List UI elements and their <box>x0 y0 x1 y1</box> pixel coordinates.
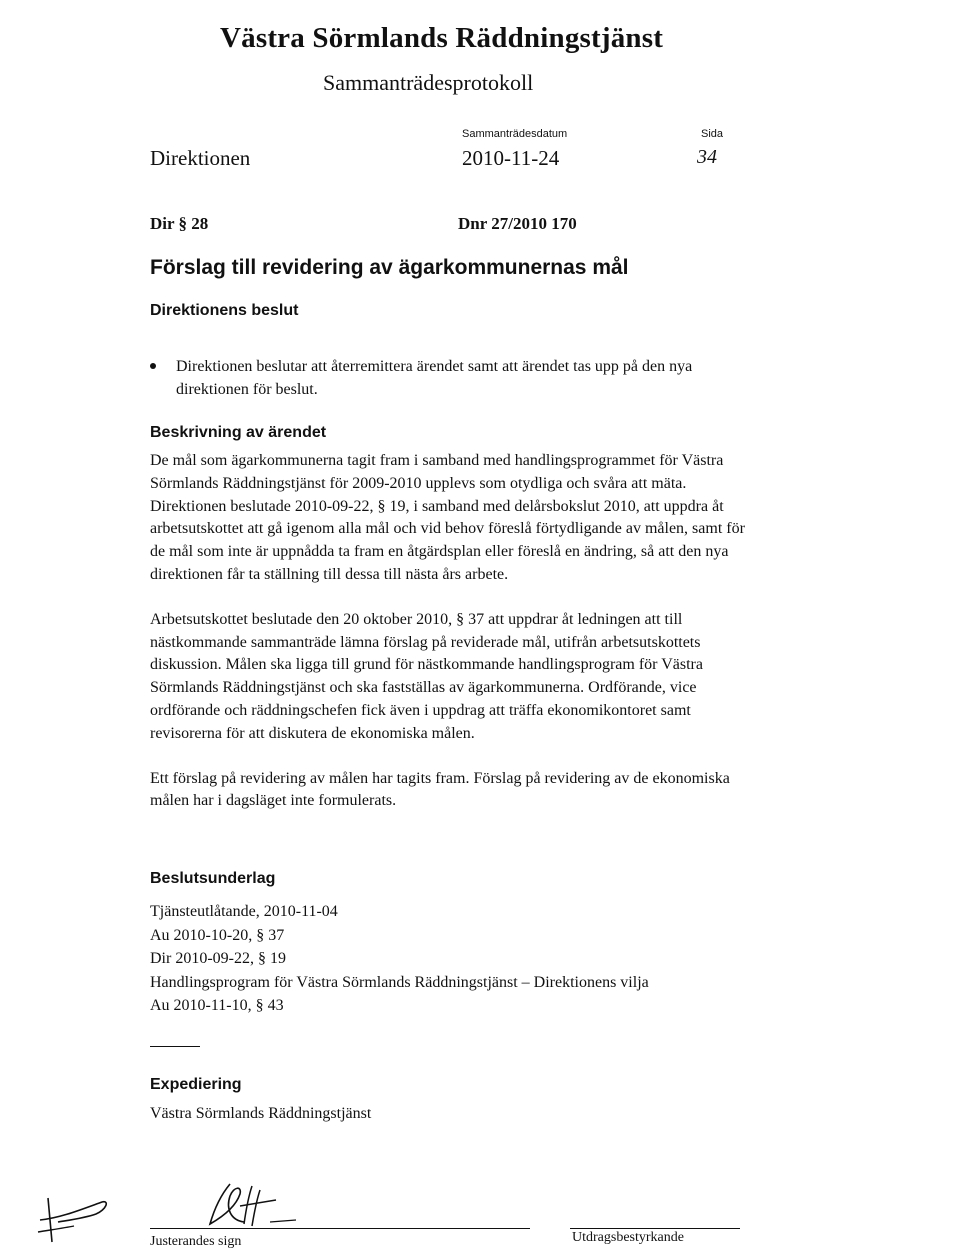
basis-item: Tjänsteutlåtande, 2010-11-04 <box>150 903 338 920</box>
description-heading: Beskrivning av ärendet <box>150 424 327 441</box>
case-title: Förslag till revidering av ägarkommunernas mål <box>150 256 629 279</box>
decision-heading: Direktionens beslut <box>150 302 299 319</box>
page-number: 34 <box>697 146 717 168</box>
organization-title: Västra Sörmlands Räddningstjänst <box>220 22 664 54</box>
basis-item: Au 2010-11-10, § 43 <box>150 997 284 1014</box>
description-body <box>150 450 750 813</box>
basis-item: Dir 2010-09-22, § 19 <box>150 950 286 967</box>
meeting-date: 2010-11-24 <box>462 146 560 170</box>
signature-line <box>150 1228 530 1229</box>
basis-list <box>150 900 790 1018</box>
basis-item: Au 2010-10-20, § 37 <box>150 926 285 944</box>
registration-number: Dnr 27/2010 170 <box>458 214 577 233</box>
adjusters-sign-label: Justerandes sign <box>150 1234 242 1249</box>
handwritten-signature-2 <box>200 1176 310 1232</box>
body-name: Direktionen <box>150 146 251 170</box>
certification-line <box>570 1228 740 1229</box>
handwritten-signature-1 <box>30 1180 130 1250</box>
section-divider <box>150 1046 200 1047</box>
decision-bullet <box>150 356 750 401</box>
basis-item: Handlingsprogram för Västra Sörmlands Räddningstjänst – Direktionens vilja <box>150 973 649 991</box>
bullet-icon <box>150 363 156 369</box>
document-type: Sammanträdesprotokoll <box>323 70 534 95</box>
page-label: Sida <box>701 128 724 140</box>
meeting-date-label: Sammanträdesdatum <box>462 128 568 140</box>
extract-certification-label: Utdragsbestyrkande <box>572 1230 684 1245</box>
basis-heading: Beslutsunderlag <box>150 870 276 887</box>
description-paragraph: De mål som ägarkommunerna tagit fram i samband med handlingsprogrammet för Västra Sörmlands Räddningstjänst för 2009-2010 upplevs som otydliga och svåra att mäta. Direktionen beslutade 2010-09-22, § 19, i samband med delårsbokslut 2010, att uppdra åt arbetsutskottet att gå igenom alla mål och vid behov föreslå förtydligande av målen, samt för de mål som inte är uppnådda ta fram en åtgärdsplan eller föreslå en ändring, så att den nya direktionen får ta ställning till dessa till nästa års arbete. <box>150 452 745 583</box>
dispatch-recipient: Västra Sörmlands Räddningstjänst <box>150 1105 372 1122</box>
dispatch-heading: Expediering <box>150 1076 242 1093</box>
description-paragraph: Ett förslag på revidering av målen har tagits fram. Förslag på revidering av de ekonomiska målen har i dagsläget inte formulerats. <box>150 769 730 810</box>
description-paragraph: Arbetsutskottet beslutade den 20 oktober 2010, § 37 att uppdrar åt ledningen att till nästkommande sammanträde lämna förslag på reviderade mål, utifrån arbetsutskottets diskussion. Målen ska ligga till grund för nästkommande handlingsprogram för Västra Sörmlands Räddningstjänst och ska fastställas av ägarkommunerna. Ordförande, vice ordförande och räddningschefen fick även i uppdrag att träffa ekonomikontoret samt revisorerna för att diskutera de ekonomiska målen. <box>150 610 703 742</box>
decision-bullet-text: Direktionen beslutar att återremittera ärendet samt att ärendet tas upp på den nya direktionen för beslut. <box>176 358 693 398</box>
paragraph-reference: Dir § 28 <box>150 214 209 233</box>
